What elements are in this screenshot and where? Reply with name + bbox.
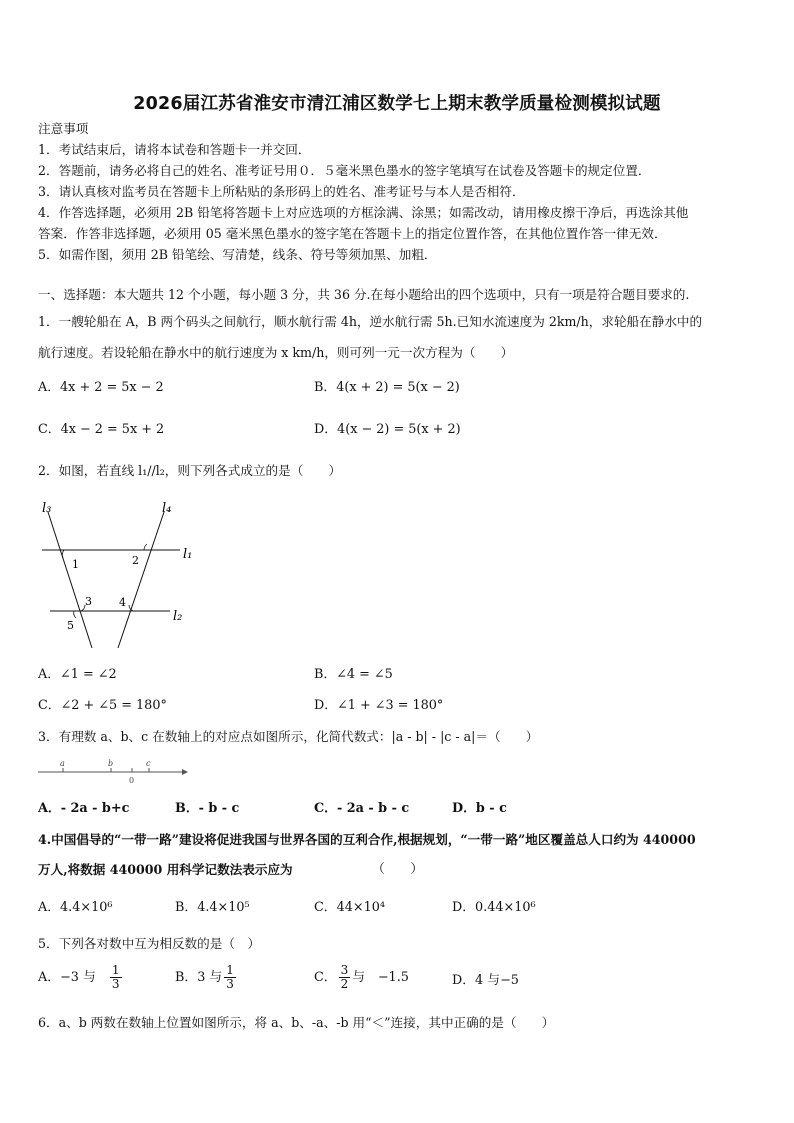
q5-c-fraction: $\frac{3}{2}$ (340, 963, 349, 991)
q2-option-c: C．∠2 + ∠5 = 180° (38, 698, 167, 713)
axis-label-b: b (108, 759, 114, 768)
q4-option-c: C．44×10⁴ (314, 900, 386, 915)
question-4-paren: （ ） (372, 862, 424, 877)
q5-b-text: B．3 与 (175, 970, 223, 985)
question-2-stem: 2．如图，若直线 l₁//l₂，则下列各式成立的是（ ） (38, 463, 342, 478)
q3-option-a: A．- 2a - b+c (38, 801, 130, 816)
angle-2-label: 2 (132, 554, 139, 567)
q5-option-d: D．4 与−5 (452, 973, 519, 988)
q3-option-b: B．- b - c (175, 801, 240, 816)
q1-option-c: C．4x − 2 = 5x + 2 (38, 422, 165, 437)
q4-option-d: D．0.44×10⁶ (452, 900, 536, 915)
notice-item: 答案．作答非选择题，必须用 05 毫米黑色墨水的签字笔在答题卡上的指定位置作答，在其他位置作答一律无效． (38, 226, 667, 241)
page-title: 2026届江苏省淮安市清江浦区数学七上期末教学质量检测模拟试题 (133, 94, 661, 114)
q3-option-d: D．b - c (452, 801, 507, 816)
notice-heading: 注意事项 (38, 121, 89, 136)
q5-option-a (38, 964, 124, 991)
question-4-line1: 4.中国倡导的“一带一路”建设将促进我国与世界各国的互利合作,根据规划，“一带一路”地区覆盖总人口约为 440000 (38, 832, 696, 847)
label-l1: l₁ (183, 547, 193, 562)
q1-option-d: D．4(x − 2) = 5(x + 2) (314, 422, 461, 437)
q4-option-a: A．4.4×10⁶ (38, 900, 113, 915)
axis-label-c: c (146, 759, 151, 768)
number-line-figure (36, 756, 190, 786)
q5-a-fraction: $\frac{1}{3}$ (111, 963, 120, 991)
parallel-lines-figure (30, 492, 200, 662)
question-1-line1: 1．一艘轮船在 A，B 两个码头之间航行，顺水航行需 4h，逆水航行需 5h.已知水流速度为 2km/h，求轮船在静水中的 (38, 314, 703, 329)
label-l2: l₂ (173, 609, 183, 624)
notice-item: 4．作答选择题，必须用 2B 铅笔将答题卡上对应选项的方框涂满、涂黑；如需改动，请用橡皮擦干净后，再选涂其他 (38, 205, 689, 220)
q2-option-d: D．∠1 + ∠3 = 180° (314, 698, 444, 713)
q2-option-b: B．∠4 = ∠5 (314, 667, 393, 682)
q2-option-a: A．∠1 = ∠2 (38, 667, 117, 682)
section-heading: 一、选择题：本大题共 12 个小题，每小题 3 分，共 36 分.在每小题给出的四个选项中，只有一项是符合题目要求的. (38, 287, 690, 302)
notice-item: 5．如需作图，须用 2B 铅笔绘、写清楚，线条、符号等须加黑、加粗． (38, 247, 437, 262)
question-6-stem: 6．a、b 两数在数轴上位置如图所示，将 a、b、-a、-b 用“＜”连接，其中正确的是（ ） (38, 1015, 555, 1030)
q5-c-post: 与 −1.5 (352, 970, 409, 985)
angle-5-label: 5 (67, 619, 74, 632)
angle-1-label: 1 (72, 558, 79, 571)
q1-option-b: B．4(x + 2) = 5(x − 2) (314, 380, 460, 395)
q5-b-fraction: $\frac{1}{3}$ (226, 963, 234, 991)
question-3-stem: 3．有理数 a、b、c 在数轴上的对应点如图所示，化简代数式：|a - b| - |c - a|＝（ ） (38, 729, 539, 744)
angle-4-label: 4 (119, 596, 126, 609)
q5-a-text: A．−3 与 (38, 970, 96, 985)
q1-option-a: A．4x + 2 = 5x − 2 (38, 380, 164, 395)
label-l4: l₄ (162, 501, 172, 516)
question-1-line2: 航行速度。若设轮船在静水中的航行速度为 x km/h，则可列一元一次方程为（ ） (38, 345, 514, 360)
q4-option-b: B．4.4×10⁵ (175, 900, 250, 915)
label-l3: l₃ (42, 501, 52, 516)
angle-3-label: 3 (85, 595, 92, 608)
question-4-line2: 万人,将数据 440000 用科学记数法表示应为 (38, 862, 293, 877)
axis-label-a: a (60, 759, 65, 768)
axis-label-zero: 0 (129, 776, 135, 785)
q5-c-text: C． (314, 970, 337, 985)
q3-option-c: C．- 2a - b - c (314, 801, 410, 816)
notice-item: 2．答题前，请务必将自己的姓名、准考证号用０．５毫米黑色墨水的签字笔填写在试卷及答题卡的规定位置． (38, 163, 651, 178)
q5-option-c (314, 964, 409, 991)
notice-item: 1．考试结束后，请将本试卷和答题卡一并交回． (38, 142, 311, 157)
notice-item: 3．请认真核对监考员在答题卡上所粘贴的条形码上的姓名、准考证号与本人是否相符． (38, 184, 525, 199)
question-5-stem: 5．下列各对数中互为相反数的是（ ） (38, 936, 261, 951)
q5-option-b (175, 964, 238, 991)
